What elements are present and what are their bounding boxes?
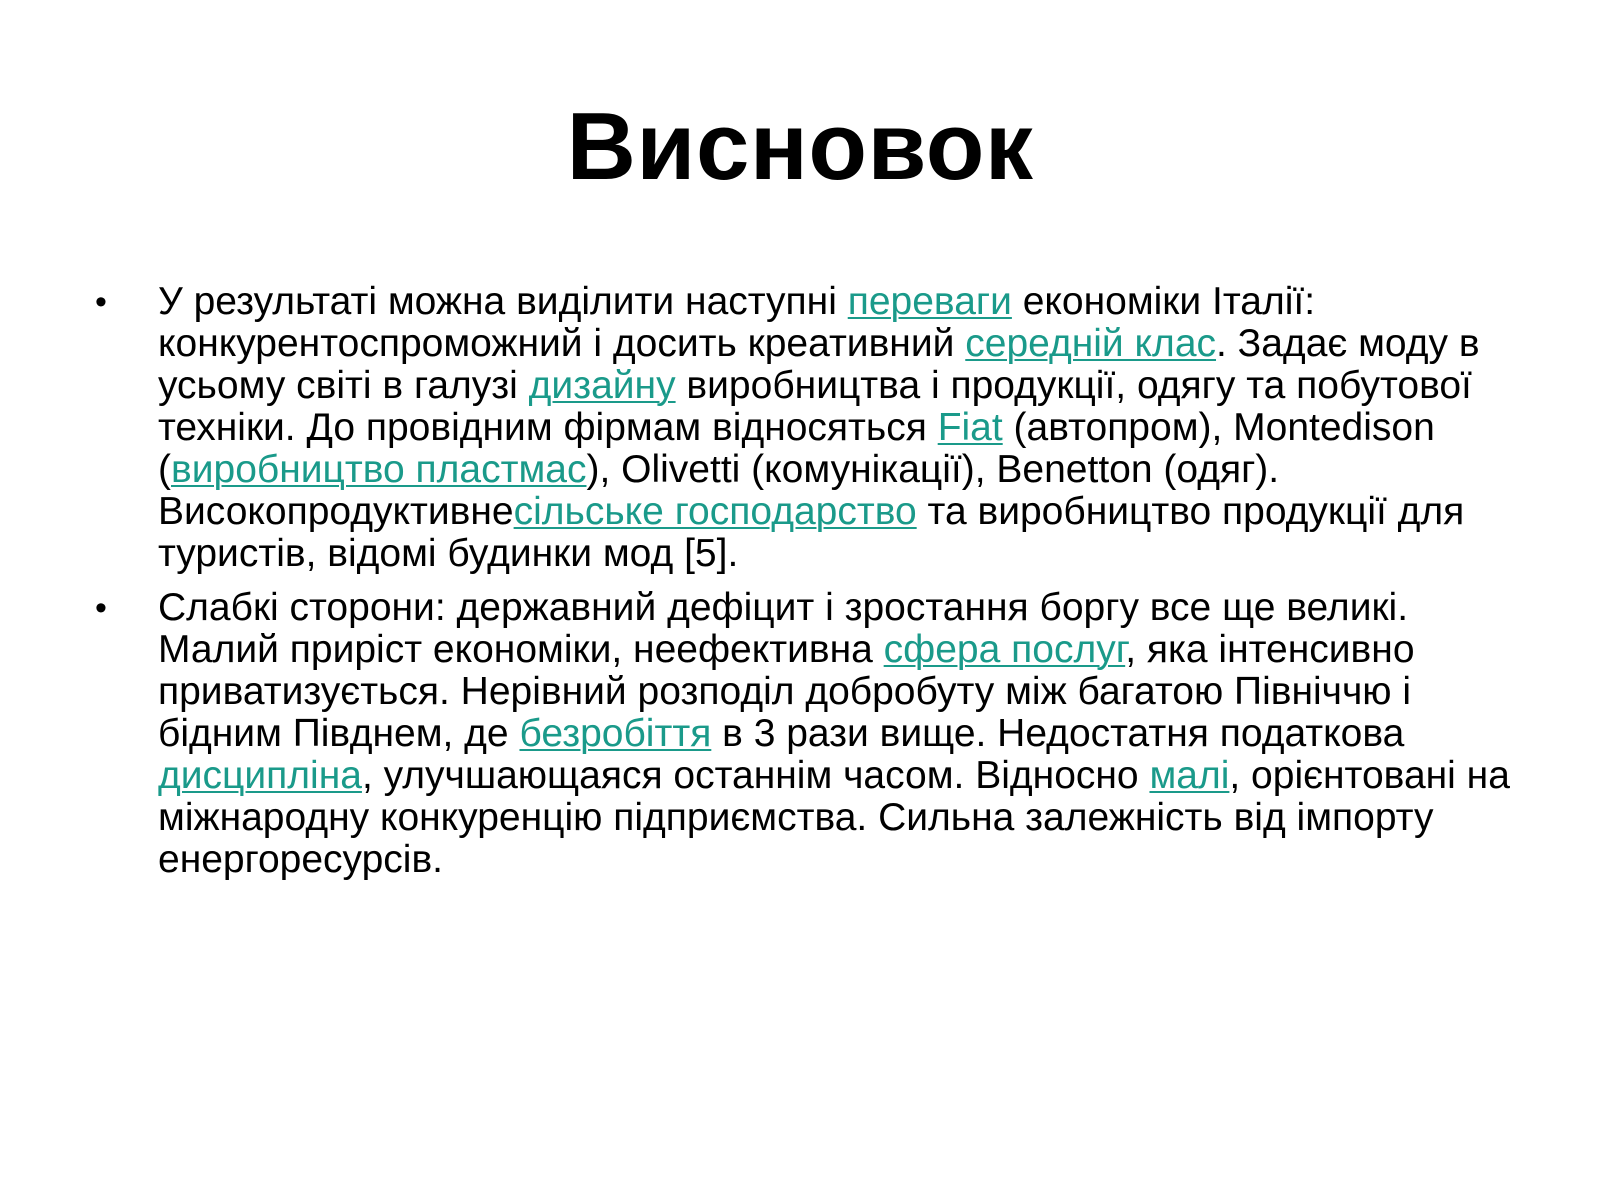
hyperlink[interactable]: малі [1149, 754, 1230, 797]
bullet-item [95, 587, 1525, 881]
hyperlink[interactable]: Fiat [937, 406, 1003, 449]
bullet-text: виробництва і продукції, одягу та побутової техніки. До провідним фірмам відносяться [158, 364, 1472, 449]
slide-title: Висновок [566, 93, 1034, 200]
bullet-text: ), Olivetti (комунікації), Benetton (одяг). Високопродуктивне [158, 448, 1280, 533]
hyperlink[interactable]: середній клас [965, 322, 1217, 365]
hyperlink[interactable]: виробництво пластмас [171, 448, 587, 491]
hyperlink[interactable]: переваги [847, 280, 1012, 323]
bullet-text: . Задає моду в усьому світі в галузі [158, 322, 1480, 407]
hyperlink[interactable]: дизайну [528, 364, 676, 407]
bullet-text: та виробництво продукції для туристів, відомі будинки мод [5]. [158, 490, 1465, 575]
bullet-text: , улучшающаяся останнім часом. Відносно [361, 754, 1150, 797]
hyperlink[interactable]: дисципліна [158, 754, 362, 797]
hyperlink[interactable]: сільське господарство [513, 490, 917, 533]
hyperlink[interactable]: безробіття [519, 712, 712, 755]
bullet-item [95, 281, 1525, 575]
bullet-list [95, 281, 1525, 893]
bullet-text: Слабкі сторони: державний дефіцит і зростання боргу все ще великі. Малий приріст економіки, неефективна [158, 586, 1409, 671]
bullet-point-icon: • [95, 283, 107, 321]
bullet-text: У результаті можна виділити наступні [158, 280, 848, 323]
bullet-text: економіки Італії: конкурентоспроможний і досить креативний [158, 280, 1316, 365]
hyperlink[interactable]: сфера послуг [883, 628, 1126, 671]
bullet-text: , яка інтенсивно приватизується. Нерівний розподіл добробуту між багатою Північчю і бідним Півднем, де [158, 628, 1415, 755]
bullet-point-icon: • [95, 589, 107, 627]
bullet-text: , орієнтовані на міжнародну конкуренцію підприємства. Сильна залежність від імпорту енергоресурсів. [158, 754, 1510, 881]
bullet-text: (автопром), Montedison ( [158, 406, 1435, 491]
bullet-text: в 3 рази вище. Недостатня податкова [711, 712, 1405, 755]
